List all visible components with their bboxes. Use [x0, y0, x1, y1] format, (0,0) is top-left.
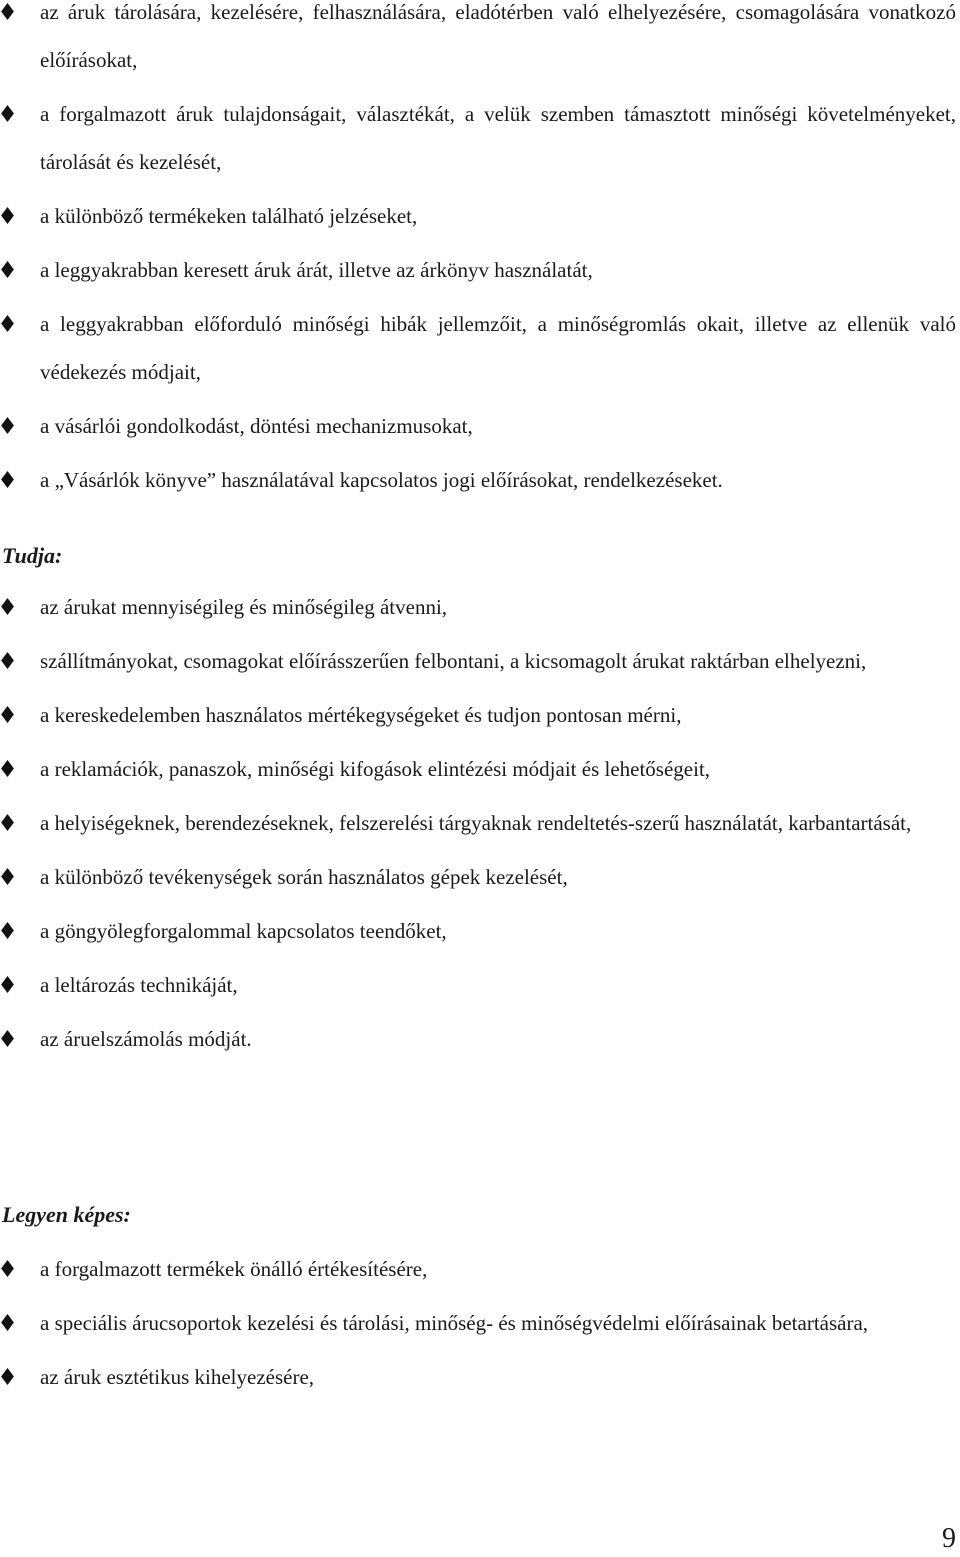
list-item — [0, 402, 960, 450]
list-item — [0, 745, 960, 793]
list-item — [0, 691, 960, 739]
list-item-text: az árukat mennyiségileg és minőségileg átvenni, — [40, 595, 448, 619]
list-item — [0, 1245, 960, 1293]
list-item-text: a leltározás technikáját, — [40, 973, 238, 997]
list-item — [0, 90, 960, 186]
list-item-text: szállítmányokat, csomagokat előírásszerűen felbontani, a kicsomagolt árukat raktárban elhelyezni, — [40, 649, 867, 673]
list-item — [0, 961, 960, 1009]
list-item — [0, 0, 960, 84]
list-item-text: a „Vásárlók könyve” használatával kapcsolatos jogi előírásokat, rendelkezéseket. — [40, 468, 723, 492]
diamond-bullet-icon — [0, 868, 15, 885]
list-item-text: a helyiségeknek, berendezéseknek, felszerelési tárgyaknak rendeltetés-szerű használatát, karbantartását, — [40, 811, 912, 835]
list-item-text: az áruk tárolására, kezelésére, felhasználására, eladótérben való elhelyezésére, csomagolására vonatkozó előírásokat, — [40, 0, 956, 72]
diamond-bullet-icon — [0, 471, 15, 488]
list-item-text: a göngyölegforgalommal kapcsolatos teendőket, — [40, 919, 447, 943]
list-item-text: az áruelszámolás módját. — [40, 1027, 252, 1051]
list-item-text: az áruk esztétikus kihelyezésére, — [40, 1365, 315, 1389]
list-item-text: a forgalmazott áruk tulajdonságait, választékát, a velük szemben támasztott minőségi követelményeket, tárolását és kezelését, — [40, 102, 956, 174]
diamond-bullet-icon — [0, 207, 15, 224]
diamond-bullet-icon — [0, 760, 15, 777]
diamond-bullet-icon — [0, 261, 15, 278]
diamond-bullet-icon — [0, 814, 15, 831]
section-heading-legyen-kepes: Legyen képes: — [2, 1202, 131, 1227]
list-item — [0, 300, 960, 396]
list-item-text: a leggyakrabban előforduló minőségi hibák jellemzőit, a minőségromlás okait, illetve az ellenük való védekezés módjait, — [40, 312, 956, 384]
diamond-bullet-icon — [0, 1314, 15, 1331]
section-heading-tudja: Tudja: — [2, 543, 63, 568]
list-item — [0, 583, 960, 631]
list-item — [0, 1353, 960, 1401]
list-item-text: a speciális árucsoportok kezelési és tárolási, minőség- és minőségvédelmi előírásainak betartására, — [40, 1311, 869, 1335]
list-item-text: a kereskedelemben használatos mértékegységeket és tudjon pontosan mérni, — [40, 703, 682, 727]
bullet-list-tudja — [0, 583, 960, 1069]
diamond-bullet-icon — [0, 105, 15, 122]
list-item — [0, 907, 960, 955]
bullet-list-knowledge — [0, 0, 960, 510]
list-item — [0, 456, 960, 504]
diamond-bullet-icon — [0, 922, 15, 939]
list-item — [0, 637, 960, 685]
diamond-bullet-icon — [0, 1030, 15, 1047]
page-number: 9 — [942, 1523, 956, 1554]
list-item-text: a reklamációk, panaszok, minőségi kifogások elintézési módjait és lehetőségeit, — [40, 757, 711, 781]
list-item — [0, 853, 960, 901]
list-item — [0, 1015, 960, 1063]
diamond-bullet-icon — [0, 417, 15, 434]
diamond-bullet-icon — [0, 652, 15, 669]
diamond-bullet-icon — [0, 1260, 15, 1277]
bullet-list-legyen-kepes — [0, 1245, 960, 1407]
diamond-bullet-icon — [0, 598, 15, 615]
diamond-bullet-icon — [0, 706, 15, 723]
list-item-text: a különböző tevékenységek során használatos gépek kezelését, — [40, 865, 568, 889]
diamond-bullet-icon — [0, 315, 15, 332]
list-item-text: a forgalmazott termékek önálló értékesítésére, — [40, 1257, 428, 1281]
list-item — [0, 1299, 960, 1347]
list-item — [0, 246, 960, 294]
diamond-bullet-icon — [0, 976, 15, 993]
list-item-text: a vásárlói gondolkodást, döntési mechanizmusokat, — [40, 414, 473, 438]
diamond-bullet-icon — [0, 3, 15, 20]
list-item — [0, 192, 960, 240]
list-item-text: a leggyakrabban keresett áruk árát, illetve az árkönyv használatát, — [40, 258, 593, 282]
list-item-text: a különböző termékeken található jelzéseket, — [40, 204, 418, 228]
list-item — [0, 799, 960, 847]
diamond-bullet-icon — [0, 1368, 15, 1385]
